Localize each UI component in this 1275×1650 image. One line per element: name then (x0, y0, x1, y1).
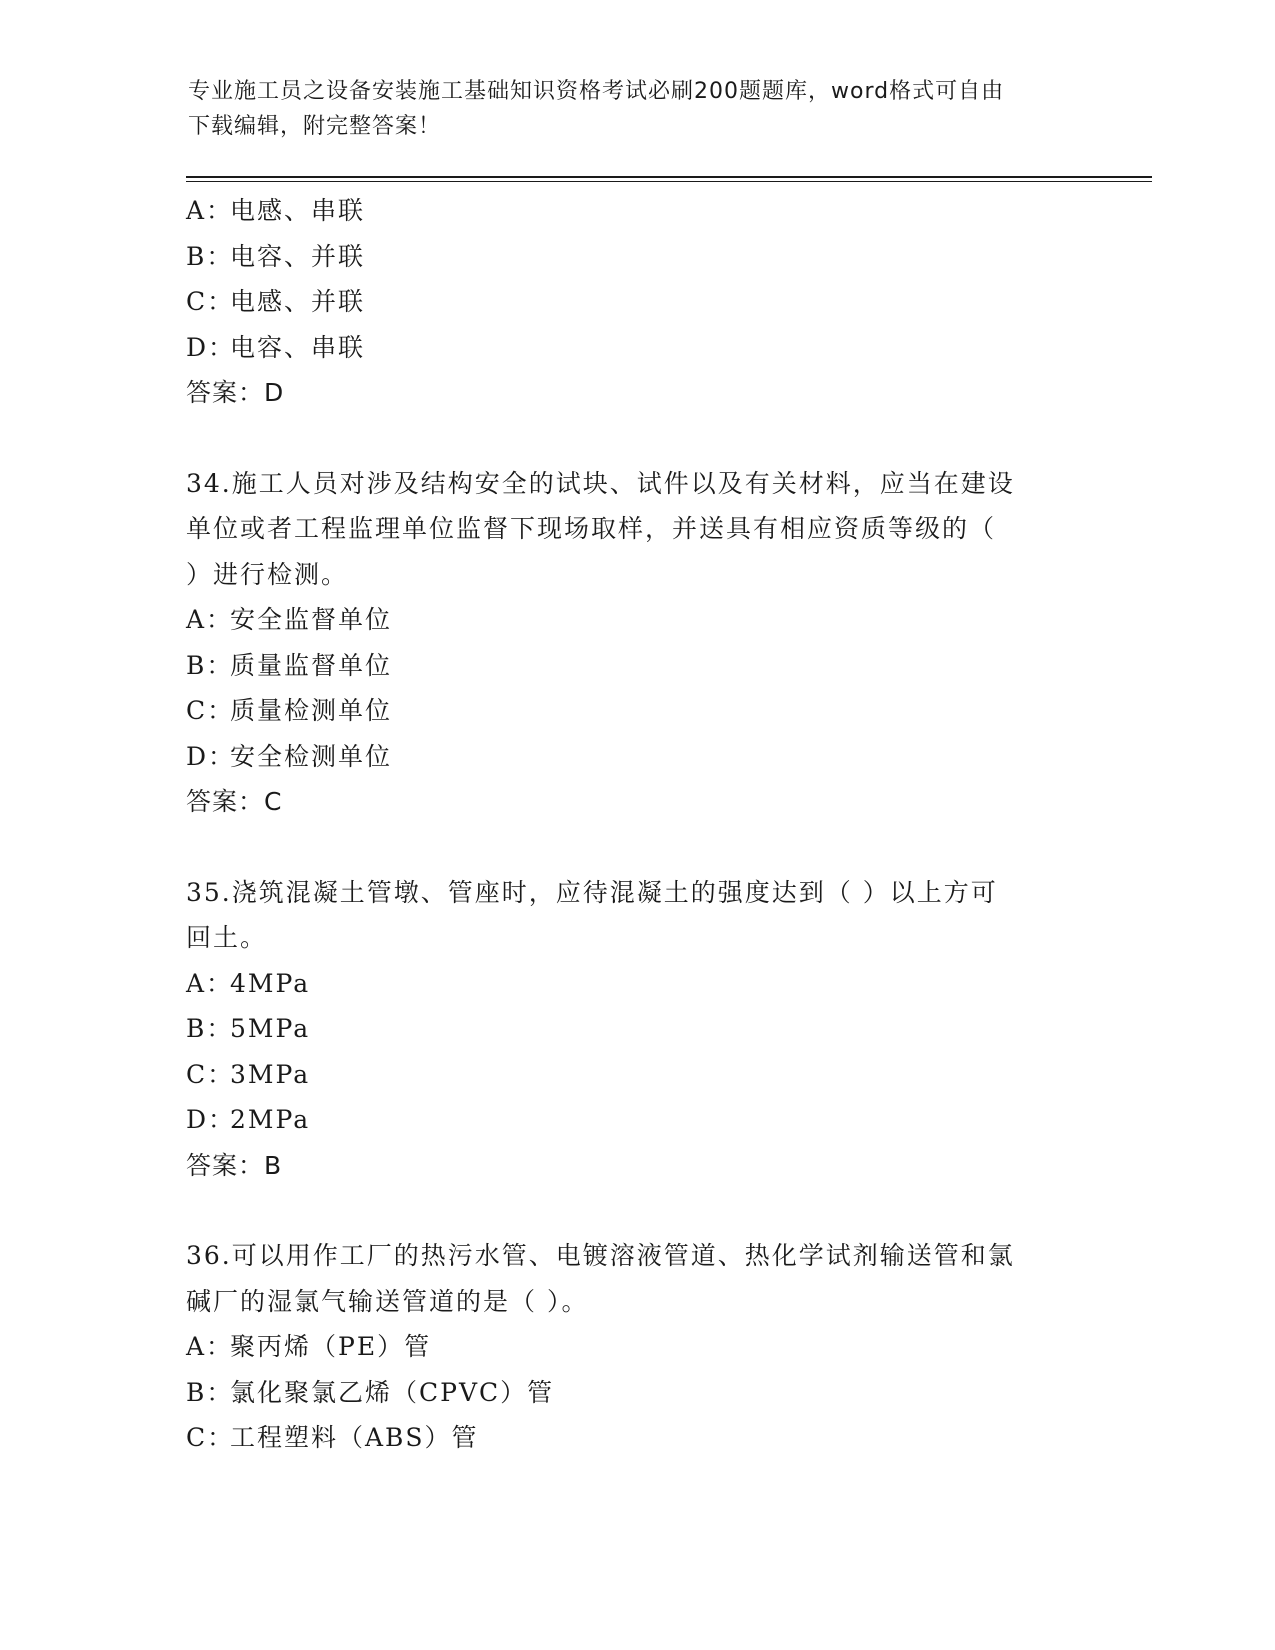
option-a: A：4MPa (186, 968, 311, 998)
question-text-line: 回土。 (186, 923, 268, 952)
question-block-36 (186, 1233, 1086, 1461)
option-b: B：质量监督单位 (186, 650, 393, 680)
document-header (188, 74, 1068, 144)
question-text-line: ）进行检测。 (186, 559, 349, 589)
option-a: A：电感、串联 (186, 196, 366, 225)
question-text-line: 36.可以用作工厂的热污水管、电镀溶液管道、热化学试剂输送管和氯 (186, 1241, 1015, 1270)
option-a: A：聚丙烯（PE）管 (186, 1332, 432, 1361)
question-content (186, 188, 1086, 1461)
option-b: B：5MPa (186, 1014, 311, 1043)
answer: 答案：B (186, 1150, 283, 1180)
question-text-line: 34.施工人员对涉及结构安全的试块、试件以及有关材料，应当在建设 (186, 468, 1015, 498)
option-c: C：3MPa (186, 1059, 311, 1089)
answer: 答案：C (186, 787, 283, 816)
question-text-line: 碱厂的湿氯气输送管道的是（ ）。 (186, 1286, 589, 1316)
question-text-line: 单位或者工程监理单位监督下现场取样，并送具有相应资质等级的（ (186, 514, 997, 543)
question-text-line: 35.浇筑混凝土管墩、管座时，应待混凝土的强度达到（ ）以上方可 (186, 877, 998, 907)
question-block-35 (186, 870, 1086, 1189)
option-b: B：电容、并联 (186, 241, 366, 271)
question-block-34 (186, 461, 1086, 825)
option-b: B：氯化聚氯乙烯（CPVC）管 (186, 1377, 555, 1407)
header-divider (186, 176, 1152, 182)
header-line-1: 专业施工员之设备安装施工基础知识资格考试必刷200题题库，word格式可自由 (188, 79, 1005, 104)
question-block-prev (186, 188, 1086, 416)
option-c: C：质量检测单位 (186, 696, 393, 725)
answer: 答案：D (186, 378, 285, 407)
option-d: D：安全检测单位 (186, 741, 393, 771)
option-d: D：电容、串联 (186, 332, 366, 362)
option-d: D：2MPa (186, 1105, 311, 1134)
option-a: A：安全监督单位 (186, 605, 393, 634)
option-c: C：电感、并联 (186, 287, 366, 316)
option-c: C：工程塑料（ABS）管 (186, 1423, 479, 1452)
header-line-2: 下载编辑，附完整答案！ (188, 114, 442, 139)
